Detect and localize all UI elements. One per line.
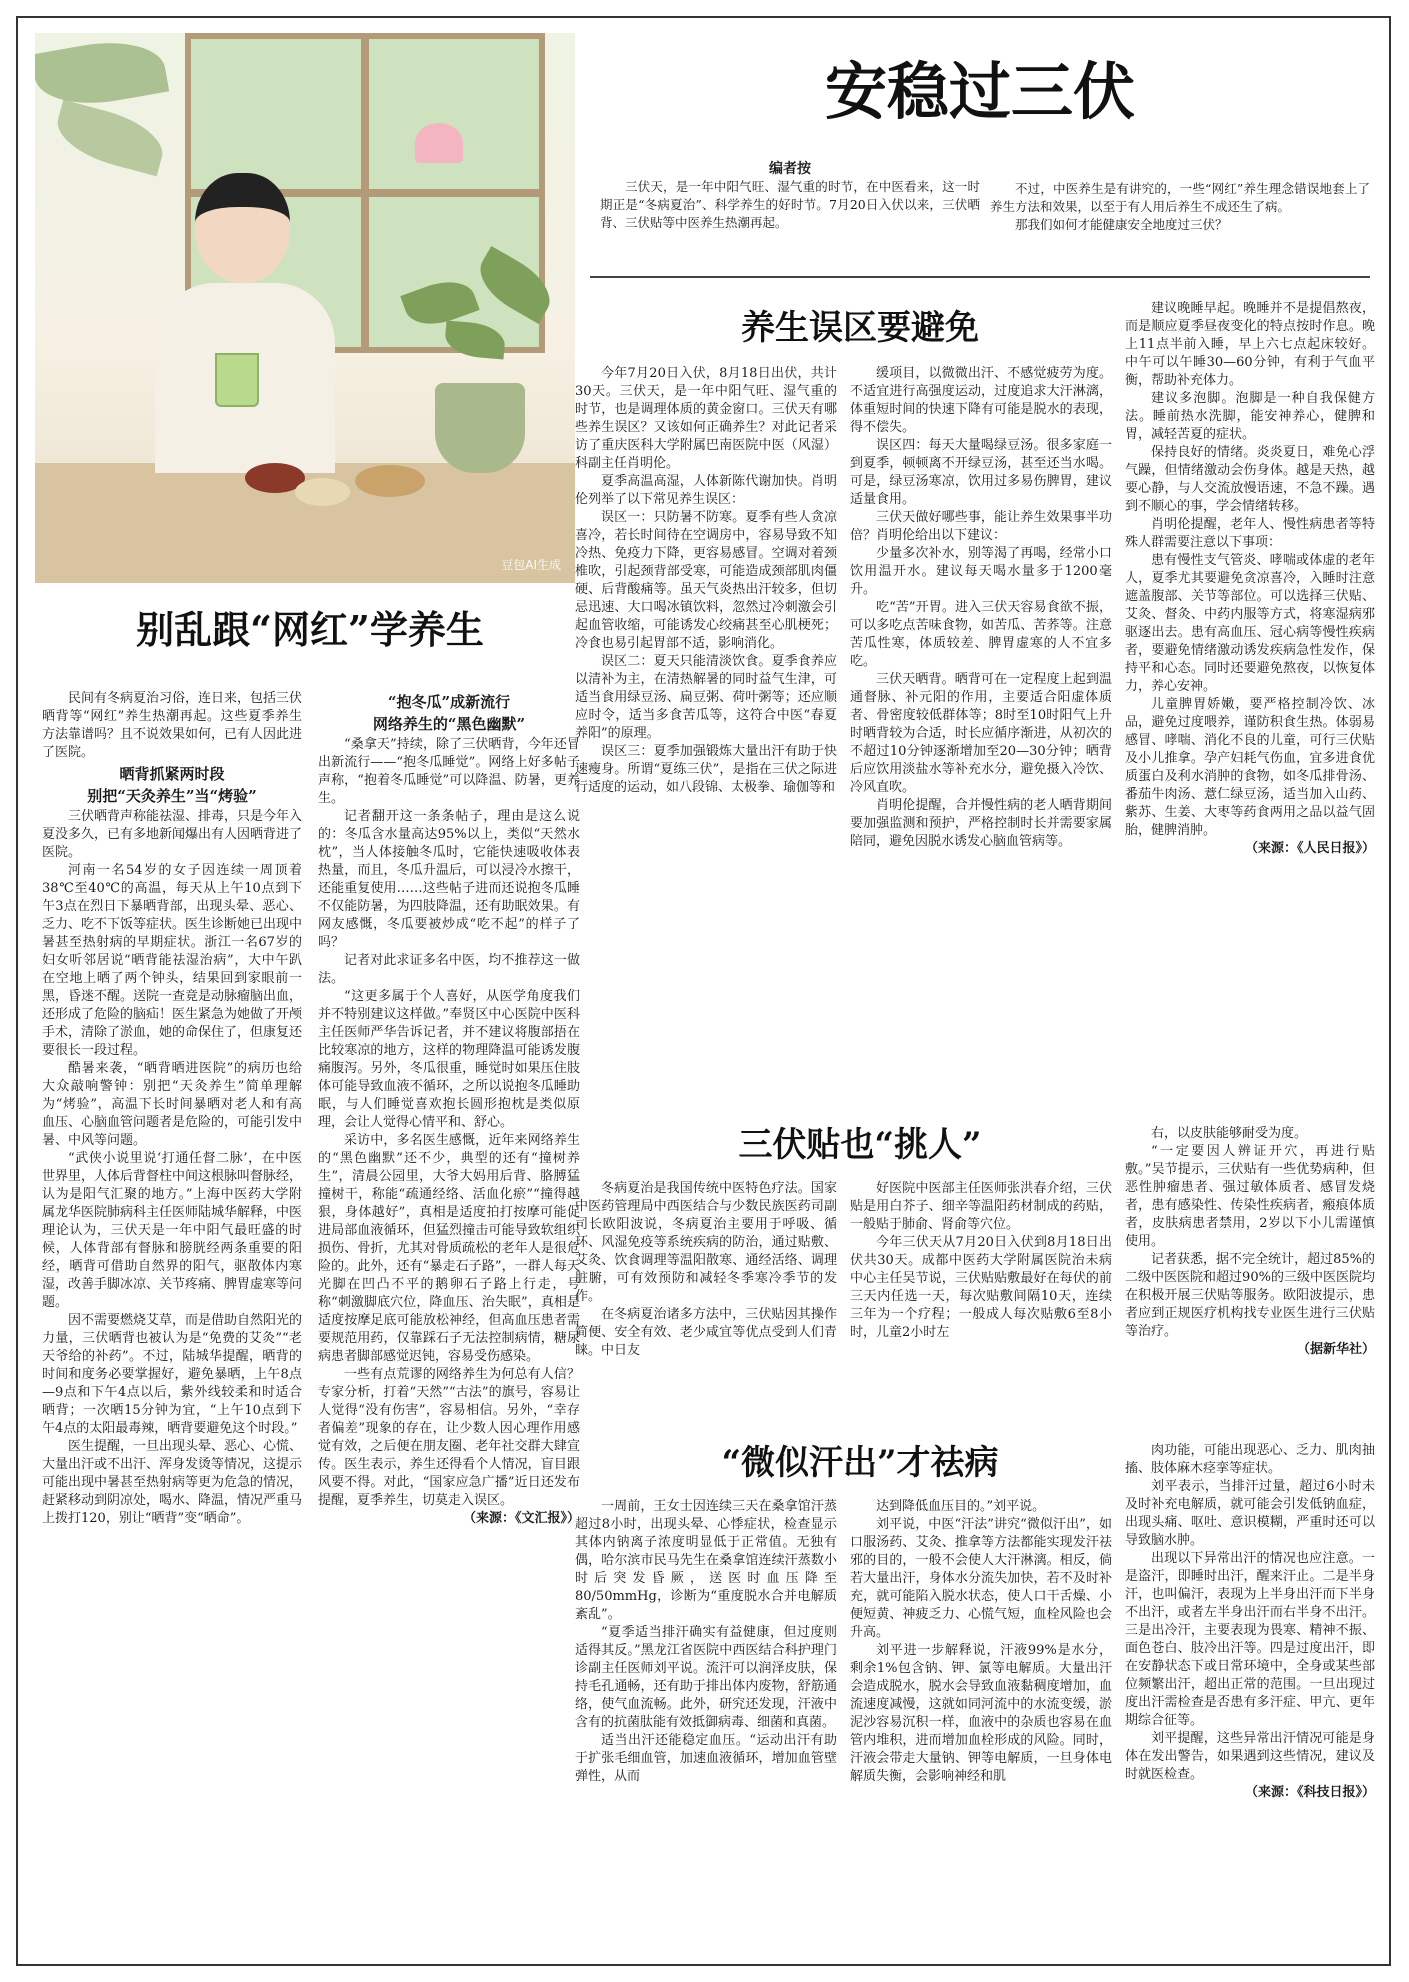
paragraph: 吃“苦”开胃。进入三伏天容易食欲不振，可以多吃点苦味食物，如苦瓜、苦荞等。注意苦瓜性寒，体质较差、脾胃虚寒的人不宜多吃。 — [850, 600, 1112, 669]
paragraph: “一定要因人辨证开穴，再进行贴敷。”吴节提示，三伏贴有一些优势病种，但恶性肿瘤患者、强过敏体质者、感冒发烧者，患有感染性、传染性疾病者，瘢痕体质者，皮肤病患者禁用，2岁以下小儿需谨慎使用。 — [1125, 1144, 1375, 1249]
article1-col1 — [42, 690, 302, 1528]
paragraph: 三伏天晒背。晒背可在一定程度上起到温通督脉、补元阳的作用，主要适合阳虚体质者、骨密度较低群体等；8时至10时阳气上升时晒背较为合适，时长应循序渐进，从初次的不超过10分钟逐渐增加至20—30分钟；晒背后应饮用淡盐水等补充水分，避免摄入冷饮、冷风直吹。 — [850, 672, 1112, 795]
paragraph: 误区三：夏季加强锻炼大量出汗有助于快速瘦身。所谓“夏练三伏”，是指在三伏之际进行适度的运动，如八段锦、太极拳、瑜伽等和 — [575, 744, 837, 795]
paragraph: “夏季适当排汗确实有益健康，但过度则适得其反。”黑龙江省医院中西医结合科护理门诊副主任医师刘平说。流汗可以润泽皮肤，保持毛孔通畅，还有助于排出体内废物，舒筋通络，使气血流畅。此外，研究还发现，汗液中含有的抗菌肽能有效抵御病毒、细菌和真菌。 — [575, 1625, 837, 1730]
paragraph: 达到降低血压目的。”刘平说。 — [876, 1499, 1046, 1514]
person-illustration — [155, 173, 335, 473]
paragraph: 一周前，王女士因连续三天在桑拿馆汗蒸超过8小时，出现头晕、心悸症状，检查显示其体内钠离子浓度明显低于正常值。无独有偶，哈尔滨市民马先生在桑拿馆连续汗蒸数小时后突发昏厥，送医时血压降至80/50mmHg，诊断为“重度脱水合并电解质紊乱”。 — [575, 1499, 837, 1622]
paragraph: 冬病夏治是我国传统中医特色疗法。国家中医药管理局中西医结合与少数民族医药司副司长欧阳波说，冬病夏治主要用于呼吸、循环、风湿免疫等系统疾病的防治，通过贴敷、艾灸、饮食调理等温阳散寒、通经活络、调理脏腑，可有效预防和减轻冬季寒冷季节的发作。 — [575, 1181, 837, 1304]
editor-note-p3: 那我们如何才能健康安全地度过三伏？ — [1015, 217, 1228, 232]
subheading: 别把“天灸养生”当“烤验” — [87, 787, 257, 805]
paragraph: 肖明伦提醒，老年人、慢性病患者等特殊人群需要注意以下事项： — [1125, 517, 1375, 550]
paragraph: 一些有点荒谬的网络养生为何总有人信？专家分析，打着“天然”“古法”的旗号，容易让人觉得“没有伤害”，容易相信。另外，“幸存者偏差”现象的存在，让少数人因心理作用感觉有效，之后便在朋友圈、老年社交群大肆宣传。医生表示，养生还得看个人情况，盲目跟风要不得。对此，“国家应急广播”近日还发布提醒，夏季养生，切莫走入误区。 — [318, 1367, 580, 1508]
article4-col3 — [1125, 1442, 1375, 1802]
paragraph: “桑拿天”持续，除了三伏晒背，今年还冒出新流行——“抱冬瓜睡觉”。网络上好多帖子声称，“抱着冬瓜睡觉”可以降温、防暑，更养生。 — [318, 737, 580, 806]
paragraph: 误区二：夏天只能清淡饮食。夏季食养应以清补为主，在清热解暑的同时益气生津，可适当食用绿豆汤、扁豆粥、荷叶粥等；还应顺应时令，适当多食苦瓜等，这符合中医“春夏养阳”的原理。 — [575, 654, 837, 741]
subheading: “抱冬瓜”成新流行 — [387, 693, 511, 711]
paragraph: 好医院中医部主任医师张洪春介绍，三伏贴是用白芥子、细辛等温阳药材制成的药贴，一般贴于肺俞、肾俞等穴位。 — [850, 1181, 1112, 1232]
source-credit: （来源：《科技日报》） — [1244, 1785, 1375, 1800]
herbs-illustration — [245, 453, 445, 513]
article4-col2 — [850, 1498, 1112, 1786]
paragraph: 刘平表示，当排汗过量，超过6小时未及时补充电解质，就可能会引发低钠血症，出现头痛、呕吐、意识模糊，严重时还可以导致脑水肿。 — [1125, 1479, 1375, 1548]
paragraph: 夏季高温高湿，人体新陈代谢加快。肖明伦列举了以下常见养生误区： — [575, 474, 837, 507]
editor-note-right — [990, 160, 1370, 234]
source-credit: （来源：《文汇报》） — [462, 1511, 580, 1526]
article3-col1 — [575, 1180, 837, 1360]
paragraph: 建议多泡脚。泡脚是一种自我保健方法。睡前热水洗脚，能安神养心，健脾和胃，减轻苦夏的症状。 — [1125, 391, 1375, 442]
paragraph: 三伏天做好哪些事，能让养生效果事半功倍？肖明伦给出以下建议： — [850, 510, 1112, 543]
paragraph: 肖明伦提醒，合并慢性病的老人晒背期间要加强监测和预护，严格控制时长并需要家属陪同，避免因脱水诱发心脑血管病等。 — [850, 798, 1112, 849]
article4-col1 — [575, 1498, 837, 1786]
paragraph: 今年三伏天从7月20日入伏到8月18日出伏共30天。成都中医药大学附属医院治未病中心主任吴节说，三伏贴贴敷最好在每伏的前三天内任选一天，每次贴敷间隔10天，连续三年为一个疗程；一般成人每次贴敷6至8小时，儿童2小时左 — [850, 1235, 1112, 1340]
article3-col3 — [1125, 1125, 1375, 1359]
paragraph: 在冬病夏治诸多方法中，三伏贴因其操作简便、安全有效、老少咸宜等优点受到人们青睐。中日友 — [575, 1307, 837, 1358]
paragraph: 刘平提醒，这些异常出汗情况可能是身体在发出警告，如果遇到这些情况，建议及时就医检查。 — [1125, 1731, 1375, 1782]
subheading: 网络养生的“黑色幽默” — [372, 715, 526, 733]
article2-title: 养生误区要避免 — [741, 308, 979, 348]
lotus-icon — [415, 123, 463, 163]
divider — [590, 276, 1370, 278]
paragraph: 保持良好的情绪。炎炎夏日，难免心浮气躁，但情绪激动会伤身体。越是天热，越要心静，与人交流放慢语速，不急不躁。遇到不顺心的事，学会情绪转移。 — [1125, 445, 1375, 514]
subheading: 晒背抓紧两时段 — [119, 765, 225, 783]
article1-col2 — [318, 690, 580, 1528]
ai-watermark: 豆包AI生成 — [501, 558, 561, 572]
editor-note-p1: 三伏天，是一年中阳气旺、湿气重的时节，在中医看来，这一时期正是“冬病夏治”、科学养生的好时节。7月20日入伏以来，三伏晒背、三伏贴等中医养生热潮再起。 — [600, 179, 980, 230]
page-headline: 安稳过三伏 — [824, 55, 1135, 128]
paragraph: 记者翻开这一条条帖子，理由是这么说的：冬瓜含水量高达95%以上，类似“天然水枕”，当人体接触冬瓜时，它能快速吸收体表热量，而且，冬瓜升温后，可以浸冷水擦干，还能重复使用……这些帖子进而还说抱冬瓜睡不仅能防暑，为四肢降温，还有助眠效果。有网友感慨，冬瓜要被炒成“吃不起”的样子了吗？ — [318, 809, 580, 950]
source-credit: （来源：《人民日报》） — [1244, 841, 1375, 856]
plant-pot-icon — [435, 383, 525, 473]
paragraph: 今年7月20日入伏，8月18日出伏，共计30天。三伏天，是一年中阳气旺、湿气重的时节，也是调理体质的黄金窗口。三伏天有哪些养生误区？又该如何正确养生？对此记者采访了重庆医科大学附属巴南医院中医（风湿）科副主任肖明伦。 — [575, 366, 837, 471]
paragraph: 记者对此求证多名中医，均不推荐这一做法。 — [318, 953, 580, 986]
article2-col2 — [850, 365, 1112, 851]
paragraph: 记者获悉，据不完全统计，超过85%的二级中医医院和超过90%的三级中医医院均在积极开展三伏贴等服务。欧阳波提示，患者应到正规医疗机构找专业医生进行三伏贴等治疗。 — [1125, 1252, 1375, 1339]
article3-col2 — [850, 1180, 1112, 1342]
paragraph: 因不需要燃烧艾草，而是借助自然阳光的力量，三伏晒背也被认为是“免费的艾灸”“老天爷给的补药”。不过，陆城华提醒，晒背的时间和度务必要掌握好，避免暴晒，上午8点—9点和下午4点以后，紫外线较柔和时适合晒背；一次晒15分钟为宜，“上午10点到下午4点的太阳最毒辣，晒背要避免这个时段。” — [42, 1313, 303, 1436]
article1-title: 别乱跟“网红”学养生 — [136, 607, 484, 652]
paragraph: 医生提醒，一旦出现头晕、恶心、心慌、大量出汗或不出汗、浑身发烫等情况，这提示可能出现中暑甚至热射病等更为危急的情况，赶紧移动到阴凉处，喝水、降温，情况严重马上拨打120，别让“晒背”变“晒命”。 — [42, 1439, 303, 1526]
paragraph: 误区一：只防暑不防寒。夏季有些人贪凉喜冷，若长时间待在空调房中，容易导致不知冷热、免疫力下降，更容易感冒。空调对着颈椎吹，引起颈背部受寒，可能造成颈部肌肉僵硬、后背酸痛等。虽天气炎热出汗较多，但切忌迅速、大口喝冰镇饮料，忽然过冷刺激会引起血管收缩，可能诱发心绞痛甚至心肌梗死；冷食也易引起胃部不适，影响消化。 — [575, 510, 837, 651]
paragraph: “这更多属于个人喜好，从医学角度我们并不特别建议这样做。”奉贤区中心医院中医科主任医师严华告诉记者，并不建议将腹部捂在比较寒凉的地方，这样的物理降温可能诱发腹痛腹泻。另外，冬瓜很重，睡觉时如果压住肢体可能导致血液不循环，之所以说抱冬瓜睡助眠，与人们睡觉喜欢抱长圆形抱枕是类似原理，会让人觉得心情平和、舒心。 — [318, 989, 580, 1130]
paragraph: 儿童脾胃娇嫩，要严格控制冷饮、冰品，避免过度喂养，谨防积食生热。体弱易感冒、哮喘、消化不良的儿童，可行三伏贴及小儿推拿。孕产妇耗气伤血，宜多进食优质蛋白及利水消肿的食物，如冬瓜排骨汤、番茄牛肉汤、薏仁绿豆汤，适当加入山药、紫苏、生姜、大枣等药食两用之品以益气固胎，健脾消肿。 — [1125, 697, 1375, 838]
paragraph: 采访中，多名医生感慨，近年来网络养生的“黑色幽默”还不少，典型的还有“撞树养生”，清晨公园里，大爷大妈用后背、胳膊猛撞树干，称能“疏通经络、活血化瘀”“撞得越狠，身体越好”，真相是适度拍打按摩可能促进局部血液循环，但猛烈撞击可能导致软组织损伤、骨折，尤其对骨质疏松的老年人是很危险的。此外，还有“暴走石子路”，一群人每天光脚在凹凸不平的鹅卵石子路上行走，号称“刺激脚底穴位，降血压、治失眠”，真相是适度按摩足底可能放松神经，但高血压患者需要规范用药，仅靠踩石子无法控制病情，糖尿病患者脚部感觉迟钝，容易受伤感染。 — [318, 1133, 580, 1364]
tea-cup-icon — [215, 353, 259, 407]
paragraph: 缓项目，以微微出汗、不感觉疲劳为度。不适宜进行高强度运动，过度追求大汗淋漓，体重短时间的快速下降有可能是脱水的表现，得不偿失。 — [850, 366, 1112, 435]
article3-title: 三伏贴也“挑人” — [738, 1125, 982, 1165]
paragraph: 河南一名54岁的女子因连续一周顶着38℃至40℃的高温，每天从上午10点到下午3点在烈日下暴晒背部，出现头晕、恶心、乏力、吃不下饭等症状。医生诊断她已出现中暑甚至热射病的早期症状。浙江一名67岁的妇女听邻居说“晒背能祛湿治病”，大中午趴在空地上晒了两个钟头，结果回到家眼前一黑，昏迷不醒。送院一查竟是动脉瘤脑出血，还形成了危险的脑疝！医生紧急为她做了开颅手术，清除了淤血，她的命保住了，但康复还要很长一段过程。 — [42, 863, 303, 1058]
paragraph: 三伏晒背声称能祛湿、排毒，只是今年入夏没多久，已有多地新闻爆出有人因晒背进了医院。 — [42, 809, 303, 860]
paragraph: 刘平进一步解释说，汗液99%是水分，剩余1%包含钠、钾、氯等电解质。大量出汗会造成脱水，脱水会导致血液黏稠度增加，血流速度减慢，这就如同河流中的水流变缓，淤泥沙容易沉积一样，血液中的杂质也容易在血管内堆积，进而增加血栓形成的风险。同时，汗液会带走大量钠、钾等电解质，一旦身体电解质失衡，会影响神经和肌 — [850, 1643, 1112, 1784]
illustration — [35, 33, 575, 583]
paragraph: “武侠小说里说‘打通任督二脉’，在中医世界里，人体后背督柱中间这根脉叫督脉经，认为是阳气汇聚的地方。”上海中医药大学附属龙华医院肺病科主任医师陆城华解释，中医理论认为，三伏天是一年中阳气最旺盛的时候，人体背部有督脉和膀胱经两条重要的阳经，晒背可借助自然界的阳气，驱散体内寒湿，改善手脚冰凉、关节疼痛、脾胃虚寒等问题。 — [42, 1151, 303, 1310]
paragraph: 出现以下异常出汗的情况也应注意。一是盗汗，即睡时出汗，醒来汗止。二是半身汗，也叫偏汗，表现为上半身出汗而下半身不出汗，或者左半身出汗而右半身不出汗。三是出冷汗，主要表现为畏寒、精神不振、面色苍白、肢冷出汗等。四是过度出汗，即在安静状态下或日常环境中，全身或某些部位频繁出汗，超出正常的范围。一旦出现过度出汗需检查是否患有多汗症、甲亢、更年期综合征等。 — [1125, 1551, 1375, 1728]
paragraph: 肉功能，可能出现恶心、乏力、肌肉抽搐、肢体麻木痉挛等症状。 — [1125, 1443, 1375, 1476]
paragraph: 建议晚睡早起。晚睡并不是提倡熬夜，而是顺应夏季昼夜变化的特点按时作息。晚上11点半前入睡，早上六七点起床较好。中午可以午睡30—60分钟，有利于气血平衡，帮助补充体力。 — [1125, 301, 1375, 388]
paragraph: 民间有冬病夏治习俗，连日来，包括三伏晒背等“网红”养生热潮再起。这些夏季养生方法靠谱吗？且不说效果如何，已有人因此进了医院。 — [42, 691, 303, 760]
editor-note — [600, 160, 980, 232]
paragraph: 酷暑来袭，“晒背晒进医院”的病历也给大众敲响警钟：别把“天灸养生”简单理解为“烤验”，高温下长时间暴晒对老人和有高血压、心脑血管问题者是危险的，可能引发中暑、中风等问题。 — [42, 1061, 303, 1148]
editor-note-label: 编者按 — [769, 161, 811, 177]
paragraph: 右，以皮肤能够耐受为度。 — [1151, 1126, 1308, 1141]
paragraph: 刘平说，中医“汗法”讲究“微似汗出”，如口服汤药、艾灸、推拿等方法都能实现发汗祛邪的目的，一般不会使人大汗淋漓。相反，倘若大量出汗，身体水分流失加快，若不及时补充，就可能陷入脱水状态，使人口干舌燥、小便短黄、神疲乏力、心慌气短，血栓风险也会升高。 — [850, 1517, 1112, 1640]
article4-title: “微似汗出”才祛病 — [721, 1443, 999, 1483]
article2-col1 — [575, 365, 837, 797]
source-credit: （据新华社） — [1296, 1342, 1375, 1357]
paragraph: 患有慢性支气管炎、哮喘或体虚的老年人，夏季尤其要避免贪凉喜冷，入睡时注意遮盖腹部、关节等部位。可以选择三伏贴、艾灸、督灸、中药内服等方式，将寒湿病邪驱逐出去。患有高血压、冠心病等慢性疾病者，要避免情绪激动诱发疾病急性发作，保持平和心态。同时还要避免熬夜，以恢复体力，养心安神。 — [1125, 553, 1375, 694]
article2-col3 — [1125, 300, 1375, 858]
paragraph: 少量多次补水，别等渴了再喝，经常小口饮用温开水。建议每天喝水量多于1200毫升。 — [850, 546, 1112, 597]
paragraph: 适当出汗还能稳定血压。“运动出汗有助于扩张毛细血管，加速血液循环，增加血管壁弹性，从而 — [575, 1733, 837, 1784]
editor-note-p2: 不过，中医养生是有讲究的，一些“网红”养生理念错误地套上了养生方法和效果，以至于有人用后养生不成还生了病。 — [990, 181, 1370, 214]
paragraph: 误区四：每天大量喝绿豆汤。很多家庭一到夏季，顿顿离不开绿豆汤，甚至还当水喝。可是，绿豆汤寒凉，饮用过多易伤脾胃，建议适量食用。 — [850, 438, 1112, 507]
